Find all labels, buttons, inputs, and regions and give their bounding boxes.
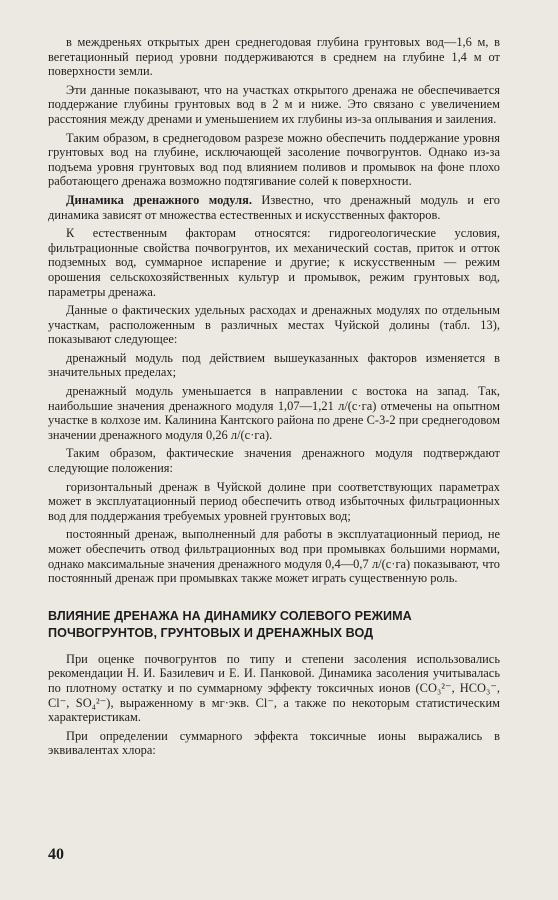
section-title: ВЛИЯНИЕ ДРЕНАЖА НА ДИНАМИКУ СОЛЕВОГО РЕЖИМА ПОЧВОГРУНТОВ, ГРУНТОВЫХ И ДРЕНАЖНЫХ ВОД xyxy=(48,608,412,640)
module-text: Известно, что дренажный модуль и его динамика зависят от множества естественных и искусственных факторов. xyxy=(48,192,500,222)
paragraph-2: Эти данные показывают, что на участках открытого дренажа не обеспечивается поддержание глубины грунтовых вод в 2 м и ниже. Это связано с увеличением расстояния между дренами и уменьшением их глубины из-за оплывания и заиления. xyxy=(48,82,500,126)
paragraph-8: дренажный модуль уменьшается в направлении с востока на запад. Так, наибольшие значения дренажного модуля 1,07—1,21 л/(с·га) отмечены на опытном участке в колхозе им. Калинина Кантского района по дрене С-3-2 при среднегодовом значении дренажного модуля 0,26 л/(с·га). xyxy=(48,384,500,442)
module-heading: Динамика дренажного модуля. xyxy=(66,192,252,207)
paragraph-12: При оценке почвогрунтов по типу и степени засоления использовались рекомендации Н. И. Базилевич и Е. И. Панковой. Динамика засоления учитывалась по плотному остатку и по суммарному эффекту токсичных ионов (CO₃²⁻, HCO₃⁻, Cl⁻, SO₄²⁻), выраженному в мг·экв. Cl⁻, а также по некоторым статистическим характеристикам. xyxy=(48,651,500,725)
paragraph-1: в междреньях открытых дрен среднегодовая глубина грунтовых вод—1,6 м, в вегетационный период уровни поддерживаются в среднем на глубине 1,4 м от поверхности земли. xyxy=(48,35,500,79)
paragraph-10: горизонтальный дренаж в Чуйской долине при соответствующих параметрах может в эксплуатационный период обеспечить отвод избыточных фильтрационных вод для поддержания требуемых уровней грунтовых вод; xyxy=(48,479,500,523)
paragraph-3: Таким образом, в среднегодовом разрезе можно обеспечить поддержание уровня грунтовых вод на глубине, исключающей засоление почвогрунтов. Однако из-за подъема уровня грунтовых вод под влиянием поливов и промывок на фоне плохо работающего дренажа возможно подтягивание солей к поверхности. xyxy=(48,130,500,189)
paragraph-11: постоянный дренаж, выполненный для работы в эксплуатационный период, не может обеспечить отвод фильтрационных вод при промывках большими нормами, однако максимальные значения дренажного модуля 0,4—0,7 л/(с·га) показывают, что постоянный дренаж при промывках также может играть существенную роль. xyxy=(48,527,500,586)
paragraph-13: При определении суммарного эффекта токсичные ионы выражались в эквивалентах хлора: xyxy=(48,728,500,758)
paragraph-9: Таким образом, фактические значения дренажного модуля подтверждают следующие положения: xyxy=(48,446,500,476)
paragraph-4 xyxy=(48,193,500,222)
paragraph-7: дренажный модуль под действием вышеуказанных факторов изменяется в значительных пределах; xyxy=(48,350,500,380)
page-number: 40 xyxy=(48,846,64,863)
paragraph-5: К естественным факторам относятся: гидрогеологические условия, фильтрационные свойства почвогрунтов, их механический состав, приток и отток подземных вод, суммарное испарение и другие; к искусственным — режим орошения сельскохозяйственных культур и промывок, режим грунтовых вод, параметры дренажа. xyxy=(48,226,500,299)
paragraph-6: Данные о фактических удельных расходах и дренажных модулях по отдельным участкам, расположенным в различных местах Чуйской долины (табл. 13), показывают следующее: xyxy=(48,303,500,347)
